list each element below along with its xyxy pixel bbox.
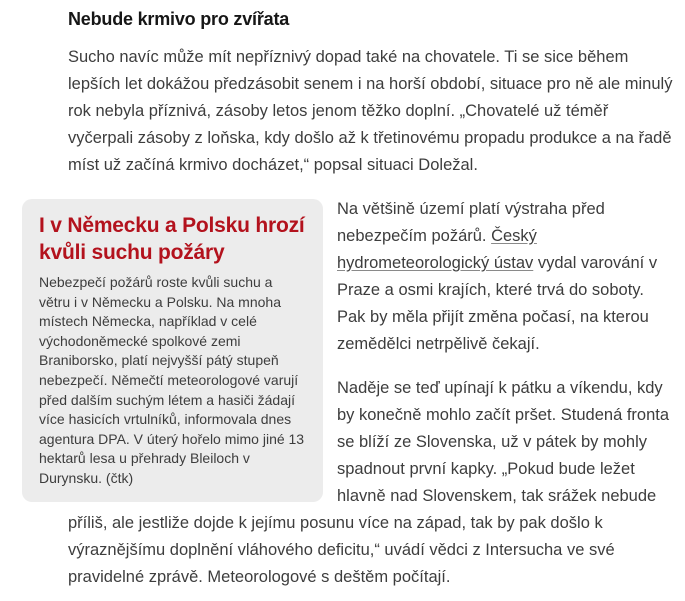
related-article-box[interactable]: [22, 199, 323, 502]
section-heading: Nebude krmivo pro zvířata: [68, 9, 290, 29]
paragraph-feed-shortage: Sucho navíc může mít nepříznivý dopad také na chovatele. Ti se sice během lepších let dokážou předzásobit senem i na horší období, situace pro ně ale minulý rok nebyla příznivá, zásoby letos jenom těžko doplní. „Chovatelé už téměř vyčerpali zásoby z loňska, kdy došlo až k třetinovému propadu produkce a na řadě míst už začíná krmivo docházet,“ popsal situaci Doležal.: [68, 48, 673, 174]
paragraph-text-before-link: Na většině území platí výstraha před nebezpečím požárů.: [337, 200, 605, 245]
wrapped-content: [39, 196, 673, 591]
chmu-link[interactable]: Český hydrometeorologický ústav: [337, 227, 537, 272]
paragraph-rain-forecast: Naděje se teď upínají k pátku a víkendu, kdy by konečně mohlo začít pršet. Studená fronta se blíží ze Slovenska, už v pátek by mohly spadnout první kapky. „Pokud bude ležet hlavně nad Slovenskem, tak srážek nebude příliš, ale jestliže dojde k jejímu posunu více na západ, tak by pak došlo k výraznějšímu doplnění vláhového deficitu,“ uvádí vědci z Intersucha ve své pravidelné zprávě. Meteorologové s deštěm počítají.: [68, 379, 670, 586]
related-article-body: Nebezpečí požárů roste kvůli suchu a větru i v Německu a Polsku. Na mnoha místech Německa, například v celé východoněmecké spolkové zemi Braniborsko, platí nejvyšší pátý stupeň nebezpečí. Němečtí meteorologové varují před dalším suchým létem a hasiči žádají více hasicích vrtulníků, informovala dnes agentura DPA. V úterý hořelo mimo jiné 13 hektarů lesa u přehrady Bleiloch v Durynsku. (čtk): [39, 274, 305, 486]
paragraph-text-after-link: vydal varování v Praze a osmi krajích, které trvá do soboty. Pak by měla přijít změna počasí, na kterou zemědělci netrpělivě čekají.: [337, 254, 658, 353]
related-article-title[interactable]: I v Německu a Polsku hrozí kvůli suchu požáry: [39, 214, 305, 264]
